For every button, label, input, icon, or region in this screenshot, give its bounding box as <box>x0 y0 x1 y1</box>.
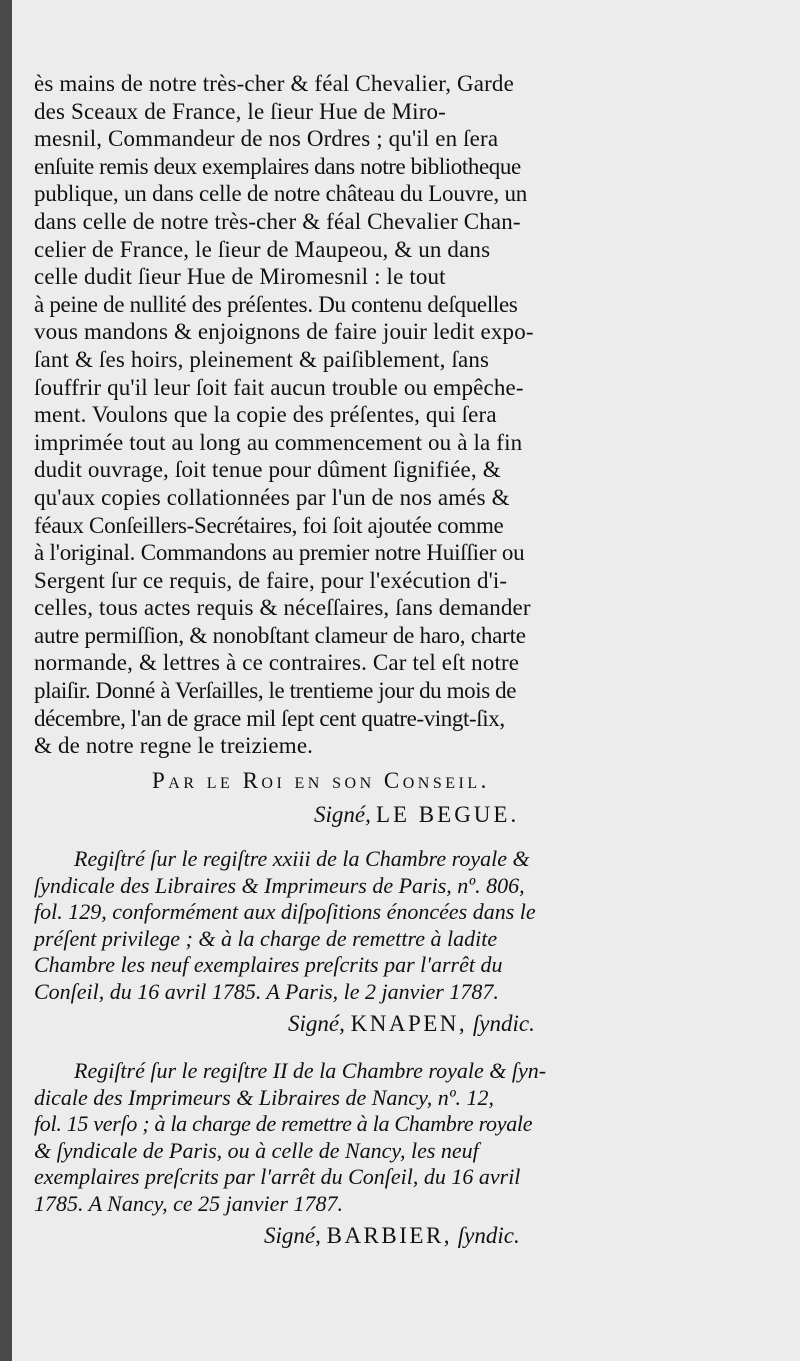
reg2-line-2: dicale des Imprimeurs & Libraires de Nancy, nº. 12, <box>34 1084 495 1110</box>
signature-knapen <box>288 1011 535 1037</box>
body-line-5: publique, un dans celle de notre château du Louvre, un <box>34 181 528 207</box>
reg1-line-3: fol. 129, conformément aux diſpoſitions énoncées dans le <box>34 899 536 925</box>
body-line-18: à l'original. Commandons au premier notre Huiſſier ou <box>34 540 525 566</box>
signer-title: ſyndic. <box>472 1011 535 1036</box>
body-line-13: ment. Voulons que la copie des préſentes, qui ſera <box>34 402 497 428</box>
book-page <box>12 0 800 1361</box>
signer-name: LE BEGUE. <box>375 802 520 827</box>
body-line-11: ſant & ſes hoirs, pleinement & paiſiblement, ſans <box>34 346 490 372</box>
reg2-line-1: Regiſtré ſur le regiſtre II de la Chambre royale & ſyn- <box>74 1058 547 1083</box>
reg1-line-6: Conſeil, du 16 avril 1785. A Paris, le 2 janvier 1787. <box>34 978 499 1004</box>
signe-label: Signé, <box>264 1223 321 1248</box>
reg1-line-2: ſyndicale des Libraires & Imprimeurs de Paris, nº. 806, <box>34 872 525 898</box>
signature-barbier <box>264 1223 520 1249</box>
body-line-16: qu'aux copies collationnées par l'un de nos amés & <box>34 484 510 510</box>
body-line-8: celle dudit ſieur Hue de Miromesnil : le tout <box>34 264 446 290</box>
body-line-19: Sergent ſur ce requis, de faire, pour l'exécution d'i- <box>34 567 508 593</box>
par-le-roi-heading: Par le Roi en son Conseil. <box>152 768 490 793</box>
reg2-line-5: exemplaires preſcrits par l'arrêt du Conſeil, du 16 avril <box>34 1164 521 1190</box>
body-line-23: plaiſir. Donné à Verſailles, le trentieme jour du mois de <box>34 678 517 704</box>
body-line-3: mesnil, Commandeur de nos Ordres ; qu'il en ſera <box>34 126 499 152</box>
signer-name: KNAPEN, <box>350 1011 468 1036</box>
signe-label: Signé, <box>288 1011 345 1036</box>
body-line-22: normande, & lettres à ce contraires. Car tel eſt notre <box>34 650 520 676</box>
body-line-20: celles, tous actes requis & néceſſaires, ſans demander <box>34 595 531 621</box>
body-line-10: vous mandons & enjoignons de faire jouir ledit expo- <box>34 319 534 345</box>
body-line-7: celier de France, le ſieur de Maupeou, & un dans <box>34 236 491 262</box>
signe-label: Signé, <box>314 802 371 827</box>
body-line-15: dudit ouvrage, ſoit tenue pour dûment ſignifiée, & <box>34 457 501 483</box>
reg1-line-4: préſent privilege ; & à la charge de remettre à ladite <box>34 925 498 951</box>
body-line-21: autre permiſſion, & nonobſtant clameur de haro, charte <box>34 622 526 648</box>
reg2-line-6: 1785. A Nancy, ce 25 janvier 1787. <box>34 1190 343 1216</box>
reg2-line-4: & ſyndicale de Paris, ou à celle de Nancy, les neuf <box>34 1137 479 1163</box>
reg1-line-5: Chambre les neuf exemplaires preſcrits par l'arrêt du <box>34 952 503 978</box>
body-line-14: imprimée tout au long au commencement ou à la fin <box>34 429 523 455</box>
body-line-17: féaux Conſeillers-Secrétaires, foi ſoit ajoutée comme <box>34 512 504 538</box>
body-line-12: ſouffrir qu'il leur ſoit fait aucun trouble ou empêche- <box>34 374 524 400</box>
reg1-line-1: Regiſtré ſur le regiſtre xxiii de la Chambre royale & <box>74 846 530 871</box>
body-line-4: enſuite remis deux exemplaires dans notre bibliotheque <box>34 153 521 179</box>
reg2-line-3: fol. 15 verſo ; à la charge de remettre à la Chambre royale <box>34 1111 533 1137</box>
body-line-25: & de notre regne le treizieme. <box>34 733 314 759</box>
registration-nancy <box>34 1058 724 1218</box>
body-line-9: à peine de nullité des préſentes. Du contenu deſquelles <box>34 291 518 317</box>
registration-paris <box>34 846 724 1006</box>
signature-le-begue <box>314 800 519 830</box>
privilege-text <box>34 70 722 760</box>
signer-title: ſyndic. <box>457 1223 520 1248</box>
body-line-2: des Sceaux de France, le ſieur Hue de Miro- <box>34 98 446 124</box>
body-line-24: décembre, l'an de grace mil ſept cent quatre-vingt-ſix, <box>34 705 505 731</box>
signer-name: BARBIER, <box>326 1223 453 1248</box>
body-line-1: ès mains de notre très-cher & féal Chevalier, Garde <box>34 71 514 96</box>
body-line-6: dans celle de notre très-cher & féal Chevalier Chan- <box>34 208 521 234</box>
